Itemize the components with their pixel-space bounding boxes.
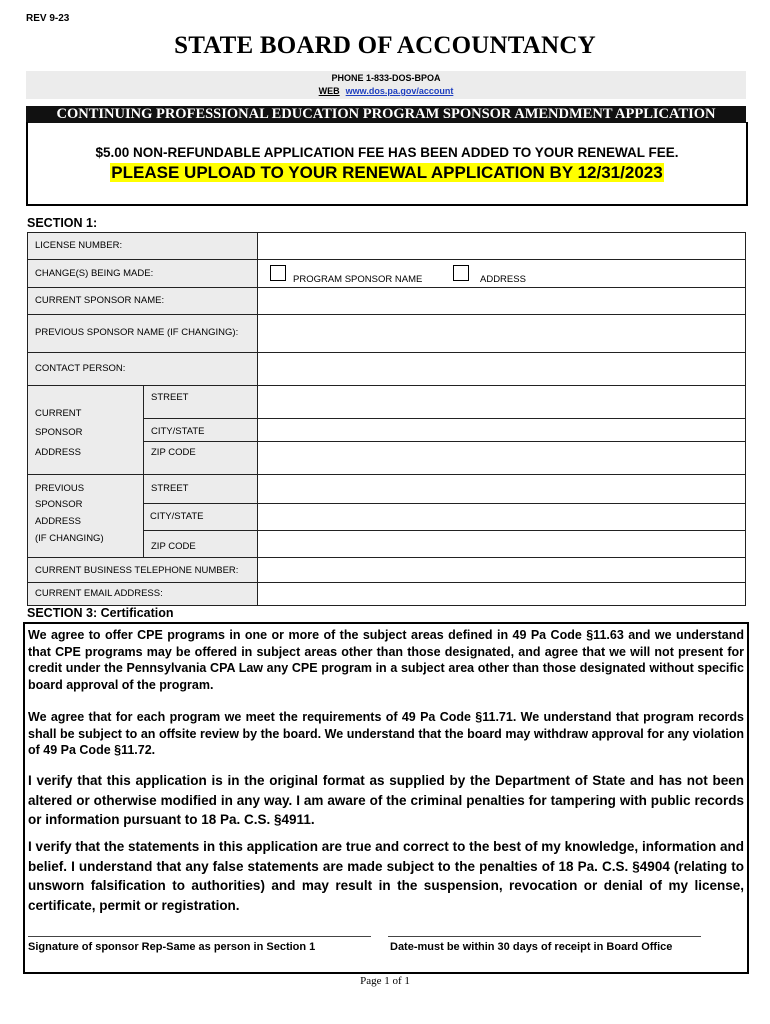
previous-city-state-label-cell <box>143 503 258 531</box>
previous-street-label: STREET <box>151 483 189 494</box>
fee-notice-box <box>26 122 748 206</box>
previous-sponsor-name-label: PREVIOUS SPONSOR NAME (IF CHANGING): <box>35 327 239 338</box>
certification-paragraph: We agree to offer CPE programs in one or more of the subject areas defined in 49 Pa Code §11.63 and we understand that CPE programs may be offered in subject areas other than those designated, and agree that we will not present for credit under the Pennsylvania CPA Law any CPE program in a subject area other than those designated without specific board approval of the program. <box>28 628 744 692</box>
current-street-label-cell <box>143 385 258 419</box>
current-city-state-label-cell <box>143 418 258 442</box>
current-address-line: SPONSOR <box>35 427 83 438</box>
program-sponsor-name-checkbox[interactable] <box>270 265 286 281</box>
certification-paragraph: I verify that the statements in this application are true and correct to the best of my knowledge, information and belief. I understand that any false statements are made subject to the penalties of 18 Pa. C.S. §4904 (relating to unsworn falsification to authorities) and may result in the suspension, revocation or denial of my license, certificate, permit or registration. <box>28 839 744 913</box>
application-title-bar: CONTINUING PROFESSIONAL EDUCATION PROGRAM SPONSOR AMENDMENT APPLICATION <box>26 106 746 123</box>
signature-line[interactable] <box>28 936 371 937</box>
previous-address-label-cell <box>27 474 144 558</box>
current-sponsor-name-label-cell <box>27 287 258 315</box>
upload-notice-highlight: PLEASE UPLOAD TO YOUR RENEWAL APPLICATION BY 12/31/2023 <box>111 163 663 182</box>
certification-paragraph: We agree that for each program we meet the requirements of 49 Pa Code §11.71. We understand that program records shall be subject to an offsite review by the board. We understand that the board may withdraw approval for any violation of 49 Pa Code §11.72. <box>28 710 744 758</box>
section-1-heading: SECTION 1: <box>27 216 98 230</box>
previous-street-field[interactable] <box>257 474 746 504</box>
changes-label: CHANGE(S) BEING MADE: <box>35 268 154 279</box>
contact-person-label: CONTACT PERSON: <box>35 363 126 374</box>
current-sponsor-name-label: CURRENT SPONSOR NAME: <box>35 295 165 306</box>
revision-label: REV 9-23 <box>26 13 70 24</box>
current-address-line: ADDRESS <box>35 447 81 458</box>
previous-city-state-label: CITY/STATE <box>150 511 204 522</box>
date-label: Date-must be within 30 days of receipt in Board Office <box>390 941 673 953</box>
previous-zip-label: ZIP CODE <box>151 541 196 552</box>
previous-city-state-field[interactable] <box>257 503 746 531</box>
current-street-field[interactable] <box>257 385 746 419</box>
address-option: ADDRESS <box>480 274 526 285</box>
fee-notice: $5.00 NON-REFUNDABLE APPLICATION FEE HAS BEEN ADDED TO YOUR RENEWAL FEE. <box>95 145 679 160</box>
previous-address-line: ADDRESS <box>35 516 81 527</box>
contact-band <box>26 71 746 99</box>
previous-address-line: (IF CHANGING) <box>35 533 104 544</box>
web-line <box>26 85 746 98</box>
previous-address-line: PREVIOUS <box>35 483 85 494</box>
contact-person-label-cell <box>27 352 258 386</box>
phone-line: PHONE 1-833-DOS-BPOA <box>331 73 441 83</box>
web-label: WEB <box>318 86 340 96</box>
business-phone-label: CURRENT BUSINESS TELEPHONE NUMBER: <box>35 565 239 576</box>
business-phone-field[interactable] <box>257 557 746 583</box>
upload-notice <box>28 163 746 183</box>
email-label: CURRENT EMAIL ADDRESS: <box>35 588 163 599</box>
license-number-label-cell <box>27 232 258 260</box>
previous-street-label-cell <box>143 474 258 504</box>
current-zip-field[interactable] <box>257 441 746 475</box>
license-number-label: LICENSE NUMBER: <box>35 240 123 251</box>
current-street-label: STREET <box>151 392 189 403</box>
section-3-heading: SECTION 3: Certification <box>27 606 174 620</box>
previous-address-line: SPONSOR <box>35 499 83 510</box>
certification-paragraph: I verify that this application is in the original format as supplied by the Department of State and has not been altered or otherwise modified in any way. I am aware of the criminal penalties for tampering with public records or information pursuant to 18 Pa. C.S. §4911. <box>28 773 744 827</box>
web-link[interactable]: www.dos.pa.gov/account <box>345 86 454 96</box>
current-zip-label: ZIP CODE <box>151 447 196 458</box>
previous-zip-field[interactable] <box>257 530 746 558</box>
page-number: Page 1 of 1 <box>360 975 410 987</box>
date-line[interactable] <box>388 936 701 937</box>
email-field[interactable] <box>257 582 746 606</box>
current-sponsor-name-field[interactable] <box>257 287 746 315</box>
contact-person-field[interactable] <box>257 352 746 386</box>
license-number-field[interactable] <box>257 232 746 260</box>
changes-label-cell <box>27 259 258 288</box>
business-phone-label-cell <box>27 557 258 583</box>
current-zip-label-cell <box>143 441 258 475</box>
program-sponsor-name-option: PROGRAM SPONSOR NAME <box>293 274 423 285</box>
current-city-state-field[interactable] <box>257 418 746 442</box>
current-city-state-label: CITY/STATE <box>151 426 205 437</box>
current-address-label-cell <box>27 385 144 475</box>
email-label-cell <box>27 582 258 606</box>
previous-sponsor-name-field[interactable] <box>257 314 746 353</box>
signature-label: Signature of sponsor Rep-Same as person in Section 1 <box>28 941 316 953</box>
address-checkbox[interactable] <box>453 265 469 281</box>
current-address-line: CURRENT <box>35 408 82 419</box>
previous-sponsor-name-label-cell <box>27 314 258 353</box>
page-title: STATE BOARD OF ACCOUNTANCY <box>174 32 596 59</box>
previous-zip-label-cell <box>143 530 258 558</box>
